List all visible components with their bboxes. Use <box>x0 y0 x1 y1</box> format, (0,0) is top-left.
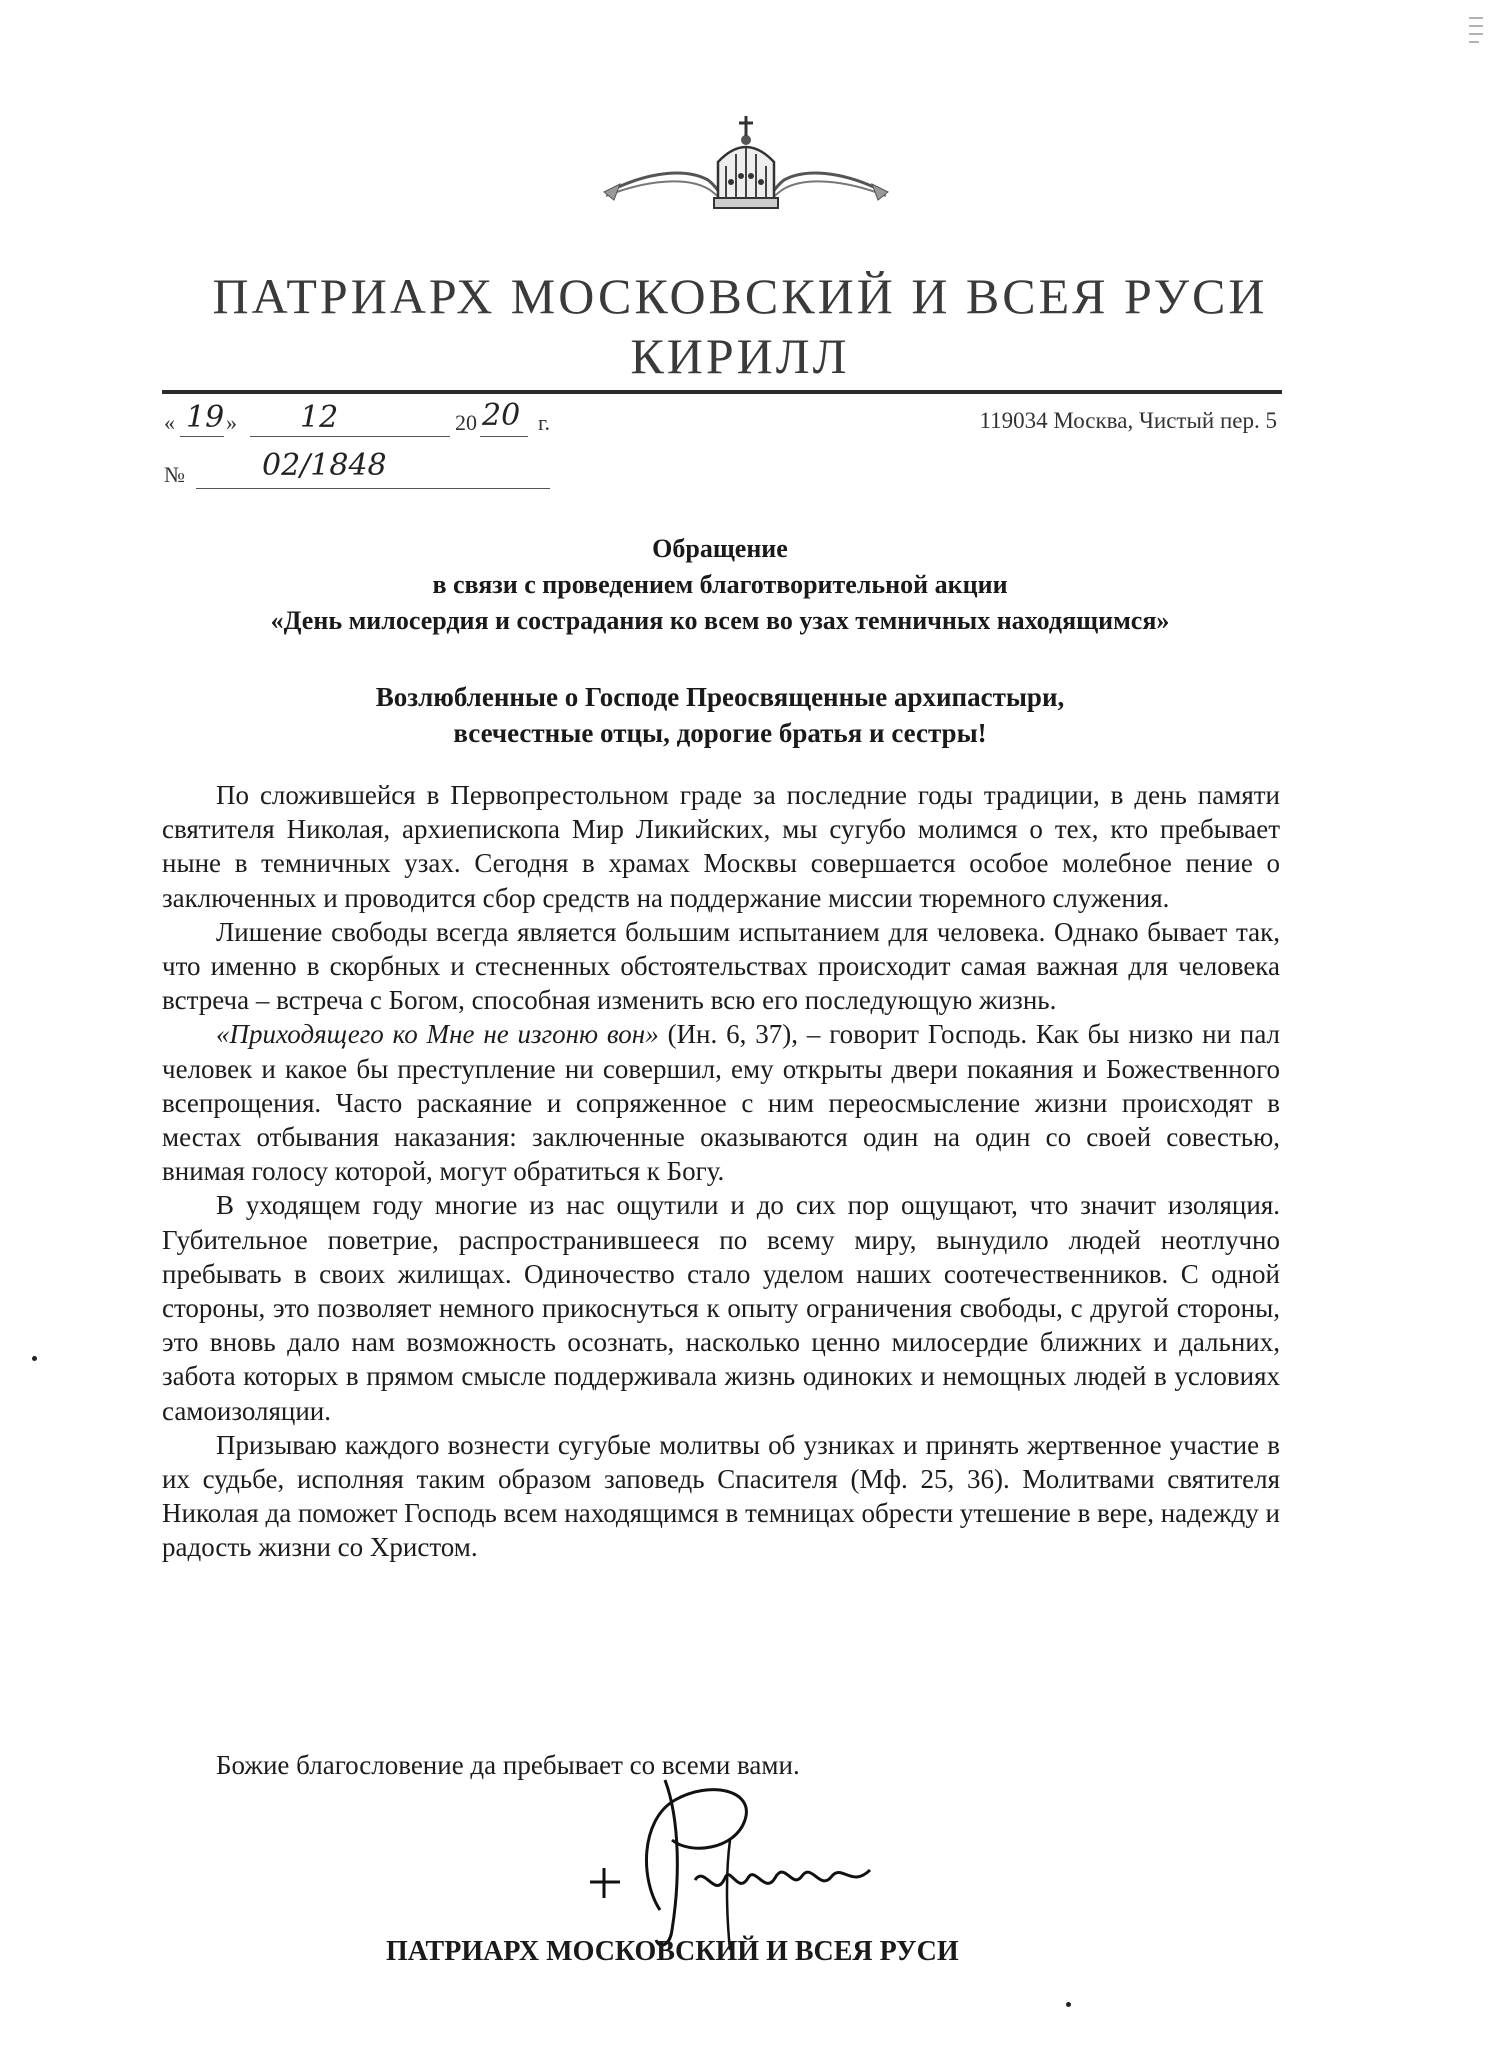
scripture-quote: «Приходящего ко Мне не изгоню вон» <box>216 1019 659 1050</box>
heading-line-2: в связи с проведением благотворительной акции <box>432 570 1008 599</box>
paragraph-1: По сложившейся в Первопрестольном граде за последние годы традиции, в день памяти святителя Николая, архиепископа Мир Ликийских, мы сугубо молимся о тех, кто пребывает ныне в темничных узах. Сегодня в храмах Москвы совершается особое молебное пение о заключенных и проводится сбор средств на поддержание миссии тюремного служения. <box>162 780 1280 913</box>
letterhead-name: КИРИЛЛ <box>630 328 850 384</box>
scan-speck <box>32 1356 37 1361</box>
date-day-line <box>180 436 224 437</box>
heading-line-3: «День милосердия и сострадания ко всем во узах темничных находящимся» <box>270 606 1170 635</box>
paragraph-5: Призываю каждого вознести сугубые молитвы об узниках и принять жертвенное участие в их судьбе, исполняя таким образом заповедь Спасителя (Мф. 25, 36). Молитвами святителя Николая да поможет Господь всем находящимся в темницах обрести утешение в вере, надежду и радость жизни со Христом. <box>162 1429 1280 1563</box>
date-year-line <box>480 436 528 437</box>
date-month-line <box>250 436 450 437</box>
document-number: 02/1848 <box>262 448 387 483</box>
heading-line-1: Обращение <box>652 534 788 563</box>
date-year-suffix: 20 <box>482 398 521 433</box>
paragraph-3-text: (Ин. 6, 37), – говорит Господь. Как бы низко ни пал человек и какое бы преступление ни совершил, ему открыты двери покаяния и Божественного всепрощения. Часто раскаяние и сопряженное с ним переосмысление жизни происходят в местах отбывания наказания: заключенные оказываются один на один со своей совестью, внимая голосу которой, могут обратиться к Богу. <box>162 1019 1281 1187</box>
paragraph-3 <box>162 1017 1280 1188</box>
paragraph-2: Лишение свободы всегда является большим испытанием для человека. Однако бывает так, что именно в скорбных и стесненных обстоятельствах происходит самая важная для человека встреча – встреча с Богом, способная изменить всю его последующую жизнь. <box>162 916 1280 1016</box>
salutation-line-1: Возлюбленные о Господе Преосвященные архипастыри, <box>375 682 1065 712</box>
closing-blessing: Божие благословение да пребывает со всеми вами. <box>216 1750 800 1780</box>
paragraph-4: В уходящем году многие из нас ощутили и до сих пор ощущают, что значит изоляция. Губительное поветрие, распространившееся по всему миру, вынудило людей неотлучно пребывать в своих жилищах. Одиночество стало уделом наших соотечественников. С одной стороны, это позволяет немного прикоснуться к опыту ограничения свободы, с другой стороны, это вновь дало нам возможность осознать, насколько ценно милосердие ближних и дальних, забота которых в прямом смысле поддерживала жизнь одиноких и немощных людей в условиях самоизоляции. <box>162 1190 1280 1426</box>
salutation-line-2: всечестные отцы, дорогие братья и сестры! <box>453 718 987 748</box>
date-open-quote: « <box>164 410 175 435</box>
date-month: 12 <box>300 400 339 435</box>
scan-speck <box>1066 2002 1071 2007</box>
date-year-abbr: г. <box>538 410 551 435</box>
letterhead-title: ПАТРИАРХ МОСКОВСКИЙ И ВСЕЯ РУСИ <box>212 268 1268 324</box>
date-year-prefix: 20 <box>455 410 477 435</box>
letterhead-divider <box>162 390 1282 394</box>
signature-title: ПАТРИАРХ МОСКОВСКИЙ И ВСЕЯ РУСИ <box>386 1936 959 1967</box>
patriarch-crown-emblem-icon <box>596 110 896 220</box>
date-day: 19 <box>186 400 225 435</box>
address: 119034 Москва, Чистый пер. 5 <box>979 408 1277 433</box>
number-line <box>196 488 550 489</box>
scan-corner-mark <box>1465 14 1487 54</box>
date-close-quote: » <box>226 410 237 435</box>
number-label: № <box>164 462 185 487</box>
letter-body <box>162 778 1280 1565</box>
